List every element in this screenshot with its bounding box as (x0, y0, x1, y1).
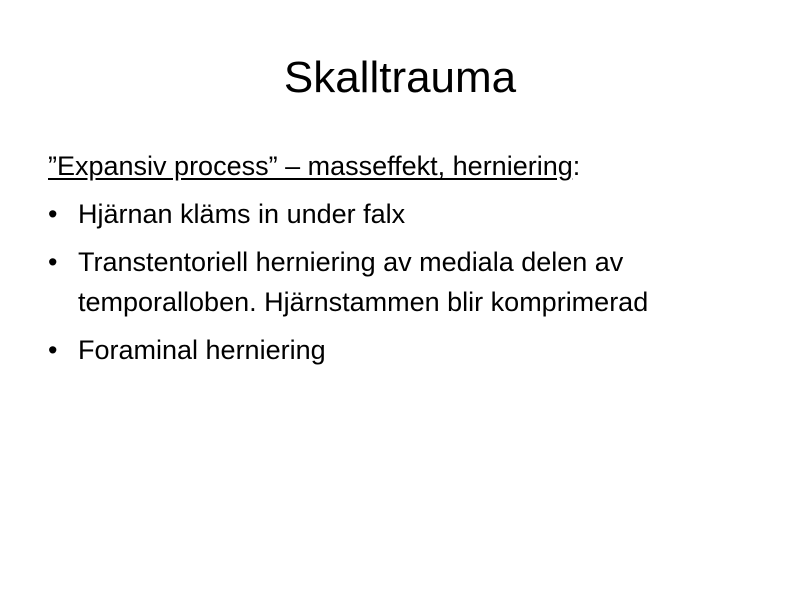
bullet-text: Foraminal herniering (78, 335, 326, 365)
bullet-text: Transtentoriell herniering av mediala delen av temporalloben. Hjärnstammen blir komprimerad (78, 247, 649, 317)
bullet-icon: • (48, 199, 58, 229)
bullet-list (48, 194, 748, 370)
bullet-item (48, 194, 748, 234)
bullet-item (48, 242, 748, 322)
bullet-item (48, 330, 748, 370)
bullet-icon: • (48, 247, 58, 277)
intro-underlined-text: ”Expansiv process” – masseffekt, herniering (48, 151, 573, 181)
intro-line (48, 146, 748, 186)
slide-content (48, 146, 748, 378)
intro-colon: : (572, 151, 581, 181)
bullet-text: Hjärnan kläms in under falx (78, 199, 406, 229)
slide-title: Skalltrauma (283, 53, 517, 102)
bullet-icon: • (48, 335, 58, 365)
